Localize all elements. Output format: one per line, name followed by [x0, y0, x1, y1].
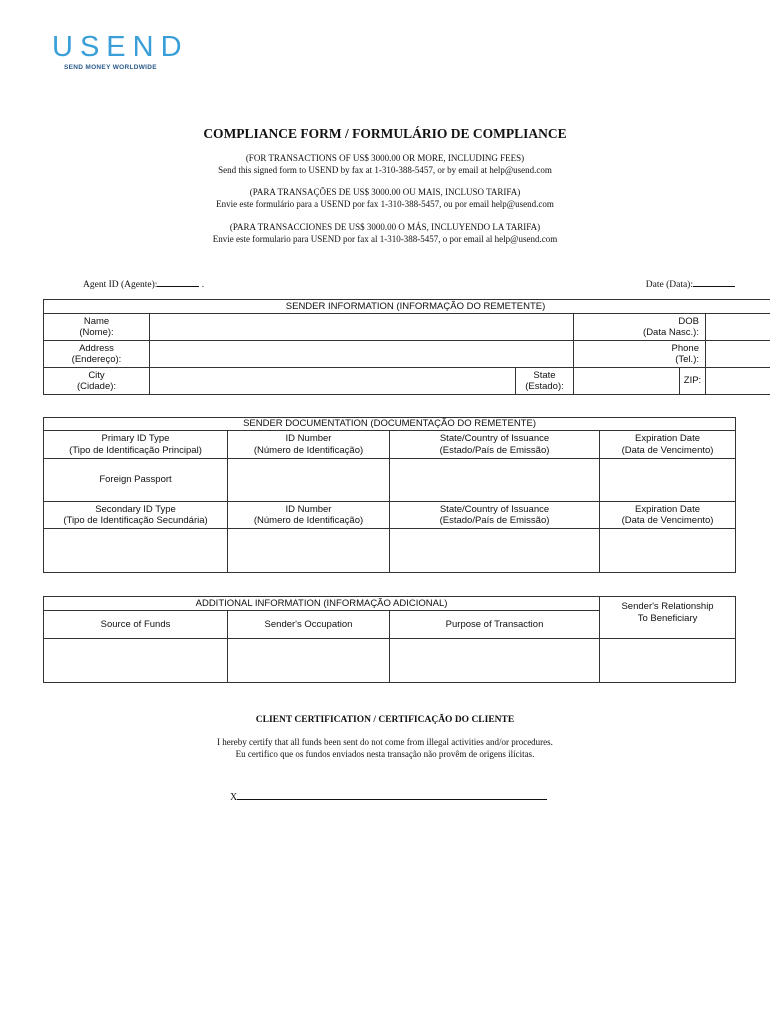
- date-row: [646, 276, 735, 290]
- sender-information-title: SENDER INFORMATION (INFORMAÇÃO DO REMETENTE): [44, 300, 770, 314]
- primary-id-number-field[interactable]: [228, 459, 390, 502]
- sender-documentation-title: SENDER DOCUMENTATION (DOCUMENTAÇÃO DO REMETENTE): [44, 418, 736, 431]
- form-title: COMPLIANCE FORM / FORMULÁRIO DE COMPLIANCE: [203, 126, 567, 141]
- spanish-instructions: Envie este formulario para USEND por fax al 1-310-388-5457, o por email al help@usend.com: [212, 233, 558, 244]
- secondary-issuance-field[interactable]: [390, 529, 600, 573]
- secondary-id-number-field[interactable]: [228, 529, 390, 573]
- primary-issuance-label: State/Country of Issuance (Estado/País de Emissão): [390, 431, 600, 459]
- certification-statement: [0, 736, 770, 760]
- spanish-threshold: (PARA TRANSACCIONES DE US$ 3000.00 O MÁS, INCLUYENDO LA TARIFA): [229, 222, 541, 232]
- agent-id-label: Agent ID (Agente):: [83, 280, 158, 290]
- english-instructions: Send this signed form to USEND by fax at 1-310-388-5457, or by email at help@usend.com: [218, 164, 552, 175]
- signature-field[interactable]: [237, 790, 547, 800]
- agent-id-dot: .: [201, 280, 205, 290]
- agent-id-row: [83, 276, 204, 290]
- spanish-notice: [0, 222, 770, 245]
- portuguese-notice: [0, 187, 770, 210]
- secondary-id-number-label: ID Number (Número de Identificação): [228, 502, 390, 529]
- usend-logo: [52, 31, 189, 71]
- purpose-field[interactable]: [390, 639, 600, 683]
- date-field[interactable]: [693, 276, 735, 287]
- additional-information-title: ADDITIONAL INFORMATION (INFORMAÇÃO ADICIONAL): [44, 597, 600, 611]
- sender-information-table: [43, 299, 770, 395]
- zip-label: ZIP:: [680, 368, 706, 395]
- secondary-expiration-field[interactable]: [600, 529, 736, 573]
- source-of-funds-field[interactable]: [44, 639, 228, 683]
- occupation-field[interactable]: [228, 639, 390, 683]
- certification-english: I hereby certify that all funds been sent do not come from illegal activities and/or procedures.: [217, 737, 553, 747]
- secondary-id-type-label: Secondary ID Type (Tipo de Identificação Secundária): [44, 502, 228, 529]
- dob-label: DOB (Data Nasc.):: [574, 314, 706, 341]
- source-of-funds-label: Source of Funds: [44, 611, 228, 639]
- primary-id-type-label: Primary ID Type (Tipo de Identificação Principal): [44, 431, 228, 459]
- city-label: City (Cidade):: [44, 368, 150, 395]
- zip-field[interactable]: [706, 368, 770, 395]
- state-label: State (Estado):: [516, 368, 574, 395]
- name-label: Name (Nome):: [44, 314, 150, 341]
- signature-line: [230, 790, 547, 803]
- logo-tagline: SEND MONEY WORLDWIDE: [64, 64, 157, 71]
- name-field[interactable]: [150, 314, 574, 341]
- address-label: Address (Endereço):: [44, 341, 150, 368]
- agent-id-field[interactable]: [157, 276, 199, 287]
- portuguese-threshold: (PARA TRANSAÇÕES DE US$ 3000.00 OU MAIS, INCLUSO TARIFA): [249, 187, 521, 197]
- secondary-id-type-field[interactable]: [44, 529, 228, 573]
- primary-expiration-label: Expiration Date (Data de Vencimento): [600, 431, 736, 459]
- primary-issuance-field[interactable]: [390, 459, 600, 502]
- phone-label: Phone (Tel.):: [574, 341, 706, 368]
- dob-field[interactable]: [706, 314, 770, 341]
- portuguese-instructions: Envie este formulário para a USEND por fax 1-310-388-5457, ou por email help@usend.com: [216, 198, 554, 209]
- relationship-field[interactable]: [600, 639, 736, 683]
- secondary-issuance-label: State/Country of Issuance (Estado/País de Emissão): [390, 502, 600, 529]
- address-field[interactable]: [150, 341, 574, 368]
- additional-information-table: [43, 596, 736, 683]
- sender-documentation-table: [43, 417, 736, 573]
- date-label: Date (Data):: [645, 280, 693, 290]
- certification-portuguese: Eu certifico que os fundos enviados nesta transação não provêm de origens ilícitas.: [235, 749, 535, 759]
- phone-field[interactable]: [706, 341, 770, 368]
- english-threshold: (FOR TRANSACTIONS OF US$ 3000.00 OR MORE, INCLUDING FEES): [245, 153, 525, 163]
- logo-word: USEND: [52, 31, 189, 63]
- certification-title: CLIENT CERTIFICATION / CERTIFICAÇÃO DO CLIENTE: [255, 715, 515, 725]
- relationship-label: Sender's Relationship To Beneficiary: [600, 597, 736, 639]
- city-field[interactable]: [150, 368, 516, 395]
- primary-expiration-field[interactable]: [600, 459, 736, 502]
- occupation-label: Sender's Occupation: [228, 611, 390, 639]
- purpose-label: Purpose of Transaction: [390, 611, 600, 639]
- secondary-expiration-label: Expiration Date (Data de Vencimento): [600, 502, 736, 529]
- foreign-passport-label: Foreign Passport: [44, 459, 228, 502]
- primary-id-number-label: ID Number (Número de Identificação): [228, 431, 390, 459]
- signature-x: X: [230, 792, 238, 803]
- state-field[interactable]: [574, 368, 680, 395]
- english-notice: [0, 153, 770, 176]
